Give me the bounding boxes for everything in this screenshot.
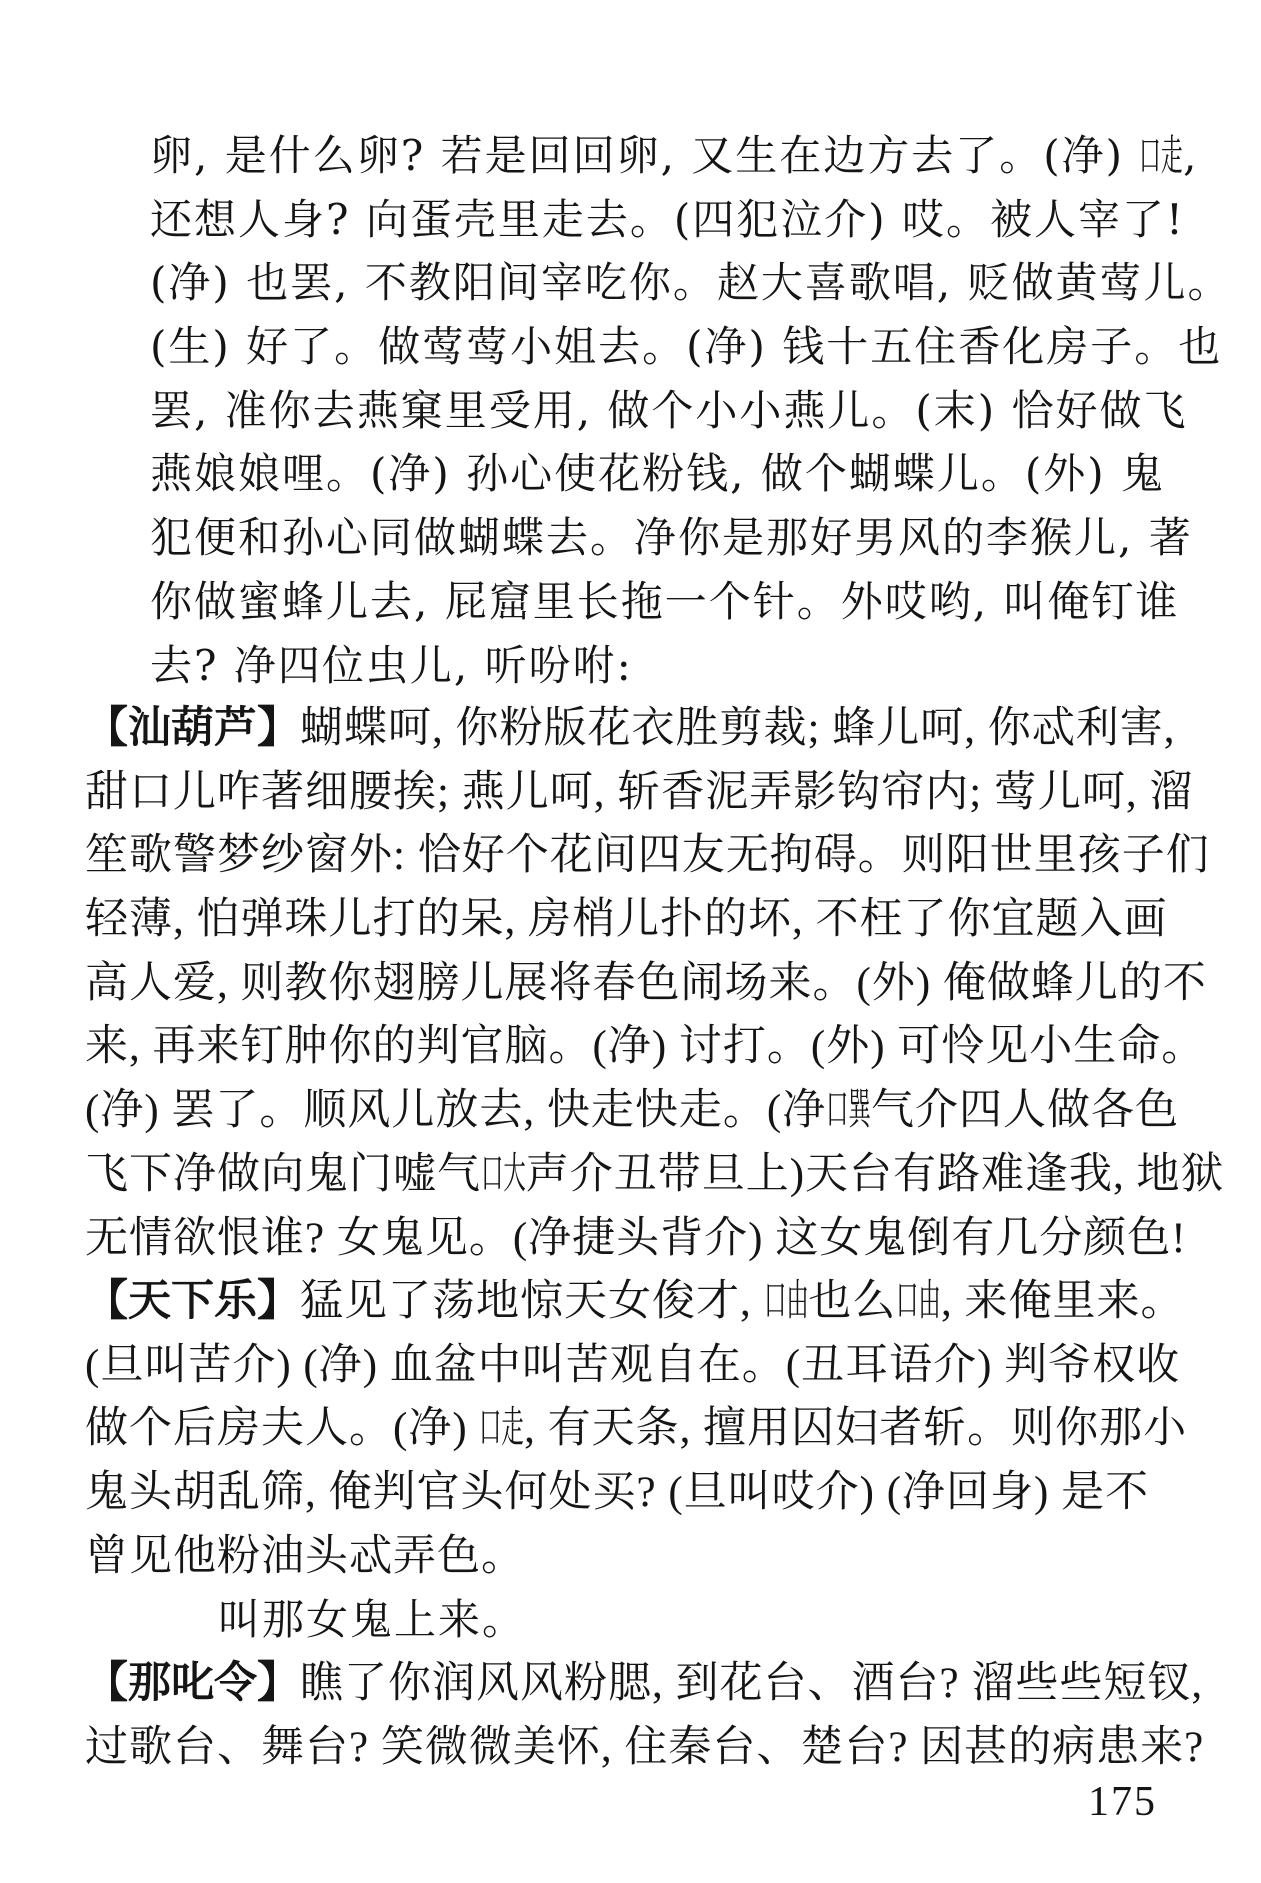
text-line: 鬼头胡乱筛, 俺判官头何处买? (旦叫哎介) (净回身) 是不 [85, 1469, 1150, 1517]
text-line: 笙歌警梦纱窗外: 恰好个花间四友无拘碍。则阳世里孩子们 [85, 832, 1210, 880]
text-line: 甜口儿咋著细腰挨; 燕儿呵, 斩香泥弄影钩帘内; 莺儿呵, 溜 [85, 768, 1194, 816]
text-line: (净) 罢了。顺风儿放去, 快走快走。(净口巽气介四人做各色 [85, 1079, 1195, 1143]
text-line: 轻薄, 怕弹珠儿打的呆, 房梢儿扑的坏, 不枉了你宜题入画 [85, 896, 1168, 944]
aria-block-nachiling [85, 1652, 1205, 1779]
composed-rare-char: 口由 [763, 1278, 809, 1325]
text-line: (净) 也罢, 不教阳间宰吃你。赵大喜歌唱, 贬做黄莺儿。 [150, 258, 1232, 308]
composed-rare-char: 口走 [1139, 131, 1184, 180]
aria-block-tianxiale [85, 1270, 1195, 1588]
text-line: 曾见他粉油头忒弄色。 [85, 1532, 525, 1580]
composed-rare-char: 口由 [896, 1278, 941, 1325]
text-line: 去? 净四位虫儿, 听吩咐: [150, 640, 633, 690]
text-line: 叫那女鬼上来。 [218, 1595, 527, 1644]
text-line: 过歌台、舞台? 笑微微美怀, 住秦台、楚台? 因甚的病患来? [85, 1723, 1205, 1771]
text-line: 【汕葫芦】蝴蝶呵, 你粉版花衣胜剪裁; 蜂儿呵, 你忒利害, [85, 704, 1176, 752]
text-line: 你做蜜蜂儿去, 屁窟里长拖一个针。外哎哟, 叫俺钉谁 [150, 576, 1180, 626]
text-line: (生) 好了。做莺莺小姐去。(净) 钱十五住香化房子。也 [150, 322, 1223, 372]
text-line: 来, 再来钉肿你的判官脑。(净) 讨打。(外) 可怜见小生命。 [85, 1023, 1206, 1071]
text-line: 无情欲恨谁? 女鬼见。(净捷头背介) 这女鬼倒有几分颜色! [85, 1214, 1187, 1262]
text-line: 罢, 准你去燕窠里受用, 做个小小燕儿。(末) 恰好做飞 [150, 385, 1188, 435]
dialogue-block [150, 124, 1232, 697]
aria-block-shanhulu [85, 697, 1225, 1270]
text-line: 【那叱令】瞧了你润风风粉腮, 到花台、酒台? 溜些些短钗, [85, 1659, 1204, 1707]
composed-rare-char: 口巽 [826, 1087, 871, 1135]
text-line: 卵, 是什么卵? 若是回回卵, 又生在边方去了。(净) 口走, [150, 124, 1030, 188]
tune-title: 【那叱令】 [85, 1659, 300, 1707]
text-line: 还想人身? 向蛋壳里走去。(四犯泣介) 哎。被人宰了! [150, 194, 1185, 244]
text-line: 飞下净做向鬼门嘘气口大声介丑带旦上)天台有路难逢我, 地狱 [85, 1143, 1195, 1207]
text-line: 【天下乐】猛见了荡地惊天女俊才, 口由也么口由, 来俺里来。 [85, 1270, 1195, 1334]
dialogue-block-short [218, 1588, 1098, 1652]
text-line: 燕娘娘哩。(净) 孙心使花粉钱, 做个蝴蝶儿。(外) 鬼 [150, 449, 1165, 499]
text-line: (旦叫苦介) (净) 血盆中叫苦观自在。(丑耳语介) 判爷权收 [85, 1341, 1181, 1389]
page-number: 175 [1088, 1779, 1157, 1825]
text-line: 高人爱, 则教你翅膀儿展将春色闹场来。(外) 俺做蜂儿的不 [85, 959, 1207, 1007]
text-line: 犯便和孙心同做蝴蝶去。净你是那好男风的李猴儿, 著 [150, 513, 1193, 563]
composed-rare-char: 口大 [481, 1150, 526, 1198]
tune-title: 【汕葫芦】 [85, 704, 300, 752]
tune-title: 【天下乐】 [85, 1277, 300, 1325]
composed-rare-char: 口走 [479, 1405, 525, 1453]
text-line: 做个后房夫人。(净) 口走, 有天条, 擅用囚妇者斩。则你那小 [85, 1397, 1195, 1461]
